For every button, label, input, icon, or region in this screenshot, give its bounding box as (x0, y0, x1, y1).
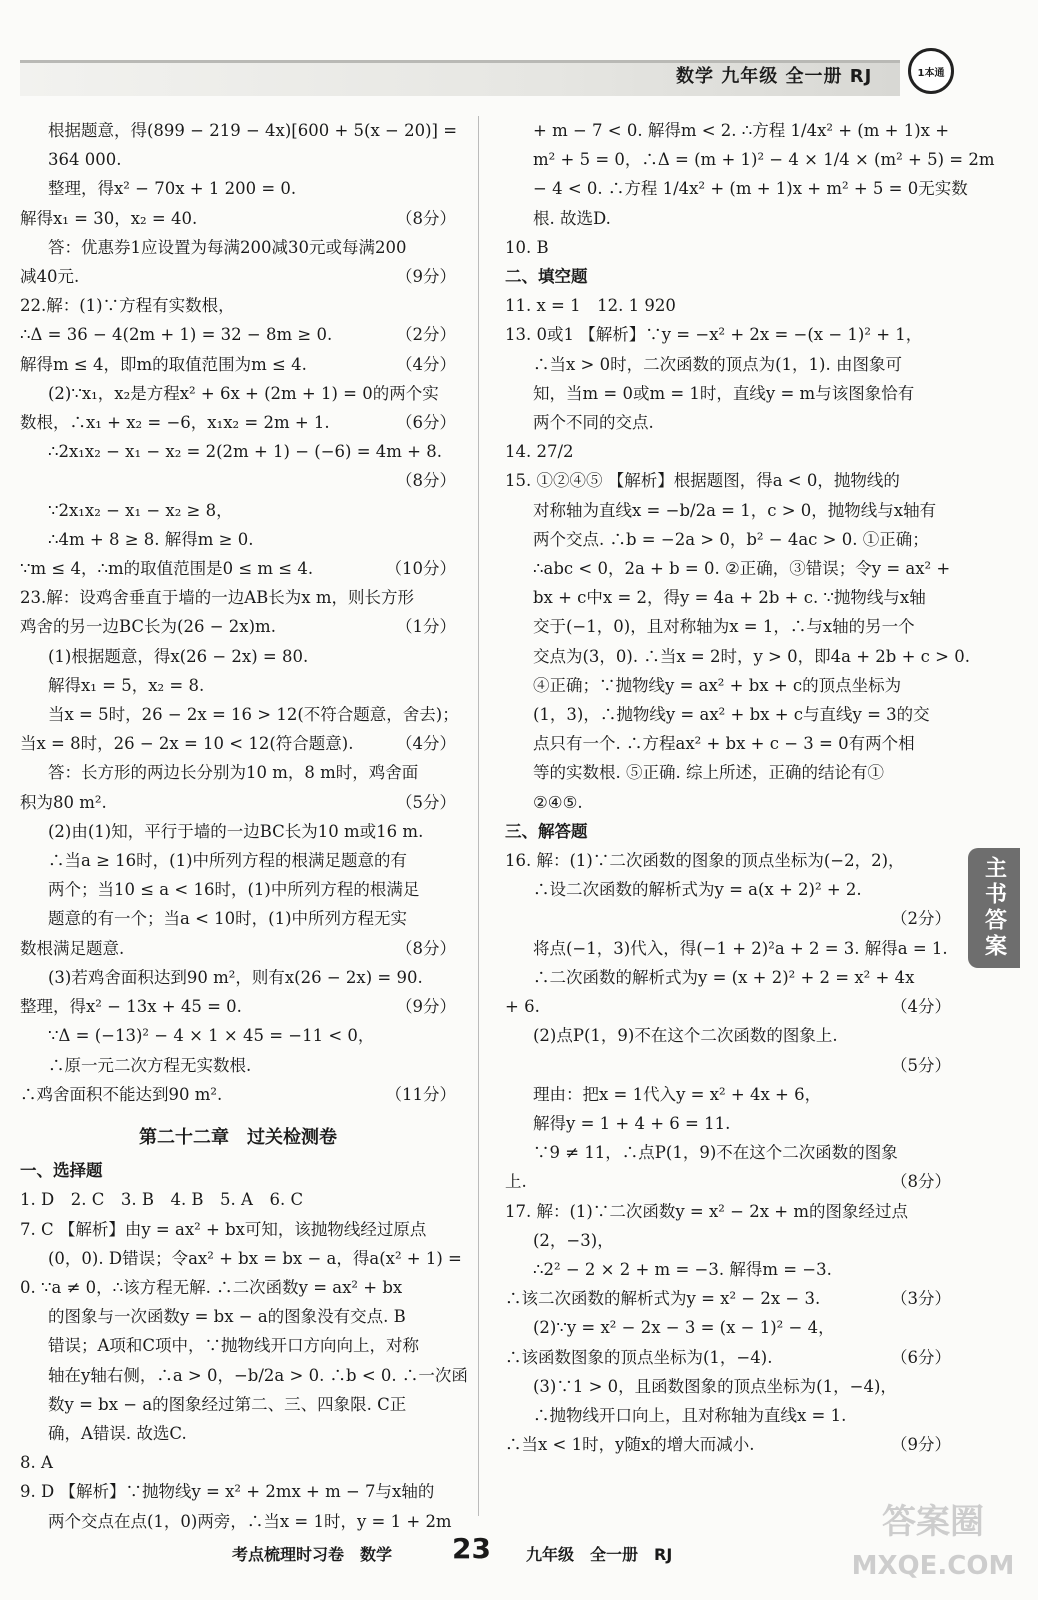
line-text: (2)∵y = x² − 2x − 3 = (x − 1)² − 4， (533, 1318, 835, 1338)
line-text: − 4 < 0. ∴方程 1/4x² + (m + 1)x + m² + 5 = 0无实数 (533, 179, 968, 199)
line-text: bx + c中x = 2，得y = 4a + 2b + c. ∵抛物线与x轴 (533, 588, 926, 608)
text-line (20, 1215, 456, 1244)
score-points: （9分） (891, 1435, 951, 1455)
text-line (505, 408, 951, 437)
text-line (20, 233, 456, 262)
chapter-title: 第二十二章 过关检测卷 (139, 1126, 337, 1148)
watermark-bottom: MXQE.COM (851, 1551, 1015, 1581)
text-line (20, 1361, 468, 1390)
line-text: 数根，∴x₁ + x₂ = −6，x₁x₂ = 2m + 1. (20, 413, 330, 433)
text-line (505, 116, 951, 145)
line-text: 积为80 m². (20, 792, 107, 812)
line-text: ∴2² − 2 × 2 + m = −3. 解得m = −3. (533, 1259, 832, 1279)
line-text: 8. A (20, 1453, 53, 1473)
line-text: 1. D 2. C 3. B 4. B 5. A 6. C (20, 1190, 304, 1210)
line-text: (1)根据题意，得x(26 − 2x) = 80. (48, 646, 309, 666)
line-text: 根. 故选D. (533, 208, 611, 228)
line-text: ②④⑤. (533, 792, 583, 812)
line-text: 答：长方形的两边长分别为10 m，8 m时，鸡舍面 (48, 763, 419, 783)
text-line (20, 1185, 456, 1214)
line-text: 7. C 【解析】由y = ax² + bx可知，该抛物线经过原点 (20, 1219, 427, 1239)
line-text: 0. ∵a ≠ 0，∴该方程无解. ∴二次函数y = ax² + bx (20, 1277, 403, 1297)
line-text: 解得y = 1 + 4 + 6 = 11. (533, 1113, 731, 1133)
line-text: ∴当x < 1时，y随x的增大而减小. (505, 1435, 755, 1455)
text-line (505, 729, 951, 758)
text-line (20, 379, 456, 408)
line-text: ∵Δ = (−13)² − 4 × 1 × 45 = −11 < 0， (48, 1026, 375, 1046)
line-text: ∵m ≤ 4，∴m的取值范围是0 ≤ m ≤ 4. (20, 559, 314, 579)
line-text: 23.解：设鸡舍垂直于墙的一边AB长为x m，则长方形 (20, 588, 414, 608)
text-line (505, 204, 951, 233)
text-line (505, 291, 951, 320)
line-text: ∴该函数图象的顶点坐标为(1，−4). (505, 1347, 773, 1367)
text-line (505, 963, 951, 992)
line-text: + m − 7 < 0. 解得m < 2. ∴方程 1/4x² + (m + 1)x + (533, 121, 950, 140)
text-line (505, 525, 951, 554)
answer-tab: 主书答案 (968, 848, 1020, 968)
text-line (20, 1273, 456, 1302)
line-text: 16. 解：(1)∵二次函数的图象的顶点坐标为(−2，2)， (505, 851, 905, 871)
text-line (20, 525, 456, 554)
line-text: + 6. (505, 997, 540, 1017)
text-line (20, 1244, 462, 1273)
watermark (838, 1500, 1028, 1596)
text-line (505, 875, 951, 904)
line-text: 两个交点. ∴b = −2a > 0，b² − 4ac > 0. ①正确； (533, 529, 929, 549)
text-line (505, 583, 951, 612)
score-points: （1分） (396, 617, 456, 637)
text-line (20, 1477, 456, 1506)
text-line (20, 583, 456, 612)
text-line (505, 904, 951, 933)
text-line (20, 1051, 456, 1080)
line-text: (3)若鸡舍面积达到90 m²，则有x(26 − 2x) = 90. (48, 967, 423, 987)
text-line (20, 1390, 456, 1419)
text-line (505, 1197, 951, 1226)
line-text: ∴该二次函数的解析式为y = x² − 2x − 3. (505, 1289, 821, 1309)
line-text: ∵2x₁x₂ − x₁ − x₂ ≥ 8， (48, 500, 233, 520)
header-title: 数学 九年级 全一册 RJ (676, 66, 873, 87)
text-line (505, 934, 951, 963)
text-line (505, 1401, 951, 1430)
text-line (505, 1430, 951, 1459)
footer-left: 考点梳理时习卷 数学 (232, 1545, 393, 1564)
line-text: 22.解：(1)∵方程有实数根， (20, 296, 235, 316)
text-line (505, 466, 951, 495)
score-points: （5分） (891, 1055, 951, 1075)
score-points: （9分） (396, 997, 456, 1017)
text-line (505, 320, 951, 349)
line-text: 上. (505, 1172, 527, 1192)
text-line (505, 554, 951, 583)
score-points: （8分） (396, 471, 456, 491)
text-line (20, 788, 456, 817)
line-text: 17. 解：(1)∵二次函数y = x² − 2x + m的图象经过点 (505, 1201, 908, 1221)
score-points: （2分） (891, 909, 951, 929)
line-text: 交点为(3，0). ∴当x = 2时，y > 0，即4a + 2b + c > 0. (533, 646, 970, 666)
text-line (20, 671, 456, 700)
line-text: 当x = 8时，26 − 2x = 10 < 12(符合题意). (20, 734, 354, 754)
page-number: 23 (452, 1532, 491, 1565)
line-text: 轴在y轴右侧，∴a > 0，−b/2a > 0. ∴b < 0. ∴一次函 (48, 1365, 468, 1385)
text-line (20, 204, 456, 233)
text-line (20, 145, 456, 174)
text-line (505, 437, 951, 466)
text-line (20, 934, 456, 963)
line-text: 解得x₁ = 5，x₂ = 8. (48, 675, 205, 695)
text-line (505, 1226, 951, 1255)
line-text: 15. ①②④⑤ 【解析】根据题图，得a < 0，抛物线的 (505, 471, 900, 491)
text-line (20, 350, 456, 379)
text-line (20, 846, 456, 875)
score-points: （6分） (891, 1347, 951, 1367)
line-text: m² + 5 = 0，∴Δ = (m + 1)² − 4 × 1/4 × (m² + 5) = 2m (533, 150, 995, 170)
line-text: 二、填空题 (505, 267, 588, 287)
line-text: 数根满足题意. (20, 938, 125, 958)
line-text: 错误；A项和C项中，∵抛物线开口方向向上，对称 (48, 1336, 420, 1356)
text-line (505, 992, 951, 1021)
line-text: 点只有一个. ∴方程ax² + bx + c − 3 = 0有两个相 (533, 734, 915, 754)
line-text: 等的实数根. ⑤正确. 综上所述，正确的结论有① (533, 763, 884, 783)
line-text: 两个不同的交点. (533, 413, 654, 433)
line-text: 鸡舍的另一边BC长为(26 − 2x)m. (20, 617, 276, 637)
text-line (505, 350, 951, 379)
line-text: 知，当m = 0或m = 1时，直线y = m与该图象恰有 (533, 383, 915, 403)
text-line (20, 1080, 456, 1109)
text-line (505, 671, 951, 700)
text-line (505, 1138, 951, 1167)
text-line (20, 116, 456, 145)
line-text: (0，0). D错误；令ax² + bx = bx − a，得a(x² + 1) = (48, 1248, 462, 1268)
text-line (505, 1021, 951, 1050)
text-line (20, 291, 456, 320)
line-text: 题意的有一个；当a < 10时，(1)中所列方程无实 (48, 909, 408, 929)
line-text: 根据题意，得(899 − 219 − 4x)[600 + 5(x − 20)] = (48, 121, 458, 140)
text-line (20, 466, 456, 495)
line-text: (2，−3)， (533, 1230, 614, 1250)
text-line (20, 174, 456, 203)
text-line (505, 1051, 951, 1080)
text-line (20, 963, 456, 992)
text-line (20, 1302, 456, 1331)
text-line (505, 379, 951, 408)
line-text: (3)∵1 > 0，且函数图象的顶点坐标为(1，−4)， (533, 1376, 897, 1396)
score-points: （5分） (396, 792, 456, 812)
score-points: （8分） (396, 938, 456, 958)
text-line (20, 1331, 456, 1360)
text-line (505, 262, 951, 291)
line-text: 14. 27/2 (505, 442, 574, 462)
text-line (505, 1313, 951, 1342)
text-line (505, 642, 970, 671)
text-line (20, 904, 456, 933)
footer-right: 九年级 全一册 RJ (526, 1545, 673, 1564)
line-text: 答：优惠券1应设置为每满200减30元或每满200 (48, 237, 407, 257)
line-text: 11. x = 1 12. 1 920 (505, 296, 676, 316)
line-text: 数y = bx − a的图象经过第二、三、四象限. C正 (48, 1394, 407, 1414)
text-line (20, 700, 459, 729)
score-points: （4分） (396, 354, 456, 374)
line-text: (1，3)，∴抛物线y = ax² + bx + c与直线y = 3的交 (533, 705, 930, 725)
line-text: 13. 0或1 【解析】∵y = −x² + 2x = −(x − 1)² + 1， (505, 325, 923, 345)
text-line (505, 496, 951, 525)
line-text: ∴2x₁x₂ − x₁ − x₂ = 2(2m + 1) − (−6) = 4m + 8. (48, 442, 442, 462)
line-text: 理由：把x = 1代入y = x² + 4x + 6， (533, 1084, 822, 1104)
line-text: 减40元. (20, 267, 80, 287)
score-points: （10分） (385, 559, 456, 579)
line-text: 的图象与一次函数y = bx − a的图象没有交点. B (48, 1307, 406, 1327)
line-text: 对称轴为直线x = −b/2a = 1，c > 0，抛物线与x轴有 (533, 500, 937, 520)
line-text: ∴原一元二次方程无实数根. (48, 1055, 252, 1075)
line-text: 10. B (505, 237, 549, 257)
text-line (20, 1156, 456, 1185)
text-line (505, 145, 995, 174)
score-points: （8分） (891, 1172, 951, 1192)
line-text: 当x = 5时，26 − 2x = 16 > 12(不符合题意，舍去)； (48, 705, 459, 725)
line-text: 整理，得x² − 13x + 45 = 0. (20, 997, 242, 1017)
line-text: (2)点P(1，9)不在这个二次函数的图象上. (533, 1026, 838, 1046)
text-line (505, 1109, 951, 1138)
line-text: 确，A错误. 故选C. (48, 1423, 187, 1443)
line-text: 解得x₁ = 30，x₂ = 40. (20, 208, 198, 228)
line-text: ∴二次函数的解析式为y = (x + 2)² + 2 = x² + 4x (533, 967, 915, 987)
text-line (20, 875, 456, 904)
line-text: ∴鸡舍面积不能达到90 m². (20, 1084, 223, 1104)
line-text: ④正确；∵抛物线y = ax² + bx + c的顶点坐标为 (533, 675, 902, 695)
score-points: （3分） (891, 1289, 951, 1309)
text-line (505, 1343, 951, 1372)
score-points: （9分） (396, 267, 456, 287)
text-line (20, 729, 456, 758)
text-line (505, 1080, 951, 1109)
score-points: （4分） (396, 734, 456, 754)
text-line (505, 233, 951, 262)
text-line (505, 846, 951, 875)
line-text: 解得m ≤ 4，即m的取值范围为m ≤ 4. (20, 354, 307, 374)
line-text: 一、选择题 (20, 1161, 103, 1181)
publisher-logo: 1本通 (908, 48, 954, 94)
text-line (20, 758, 456, 787)
text-line (20, 992, 456, 1021)
text-line (505, 612, 951, 641)
line-text: 9. D 【解析】∵抛物线y = x² + 2mx + m − 7与x轴的 (20, 1482, 435, 1502)
score-points: （2分） (396, 325, 456, 345)
line-text: 三、解答题 (505, 821, 588, 841)
line-text: 将点(−1，3)代入，得(−1 + 2)²a + 2 = 3. 解得a = 1. (533, 938, 948, 958)
text-line (20, 642, 456, 671)
text-line (20, 1021, 456, 1050)
line-text: ∴抛物线开口向上，且对称轴为直线x = 1. (533, 1405, 847, 1425)
text-line (20, 1448, 456, 1477)
text-line (20, 1419, 456, 1448)
text-line (20, 437, 456, 466)
text-line (20, 320, 456, 349)
line-text: 两个；当10 ≤ a < 16时，(1)中所列方程的根满足 (48, 880, 420, 900)
text-line (505, 174, 968, 203)
text-line (505, 700, 951, 729)
line-text: (2)∵x₁，x₂是方程x² + 6x + (2m + 1) = 0的两个实 (48, 383, 439, 403)
line-text: 交于(−1，0)，且对称轴为x = 1，∴与x轴的另一个 (533, 617, 915, 637)
column-divider (478, 116, 479, 1516)
line-text: (2)由(1)知，平行于墙的一边BC长为10 m或16 m. (48, 821, 424, 841)
text-line (20, 496, 456, 525)
watermark-top: 答案圈 (882, 1502, 984, 1542)
score-points: （11分） (385, 1084, 456, 1104)
line-text: 两个交点在点(1，0)两旁，∴当x = 1时，y = 1 + 2m (48, 1511, 452, 1531)
text-line (505, 1372, 951, 1401)
text-line (20, 817, 456, 846)
text-line (20, 408, 456, 437)
line-text: ∵9 ≠ 11，∴点P(1，9)不在这个二次函数的图象 (533, 1143, 898, 1163)
text-line (20, 262, 456, 291)
line-text: ∴4m + 8 ≥ 8. 解得m ≥ 0. (48, 529, 254, 549)
text-line (505, 1284, 951, 1313)
text-line (20, 554, 456, 583)
line-text: 整理，得x² − 70x + 1 200 = 0. (48, 179, 297, 199)
line-text: 364 000. (48, 150, 122, 170)
line-text: ∴设二次函数的解析式为y = a(x + 2)² + 2. (533, 880, 862, 900)
text-line (505, 1167, 951, 1196)
line-text: ∴abc < 0，2a + b = 0. ②正确，③错误；令y = ax² + (533, 559, 951, 579)
score-points: （4分） (891, 997, 951, 1017)
line-text: ∴当a ≥ 16时，(1)中所列方程的根满足题意的有 (48, 851, 408, 871)
line-text: ∴Δ = 36 − 4(2m + 1) = 32 − 8m ≥ 0. (20, 325, 333, 345)
text-line (20, 612, 456, 641)
score-points: （8分） (396, 208, 456, 228)
text-line (505, 1255, 951, 1284)
text-line (505, 758, 951, 787)
score-points: （6分） (396, 413, 456, 433)
text-line (505, 788, 951, 817)
left-column (20, 116, 468, 1536)
line-text: ∴当x > 0时，二次函数的顶点为(1，1). 由图象可 (533, 354, 902, 374)
text-line (505, 817, 951, 846)
